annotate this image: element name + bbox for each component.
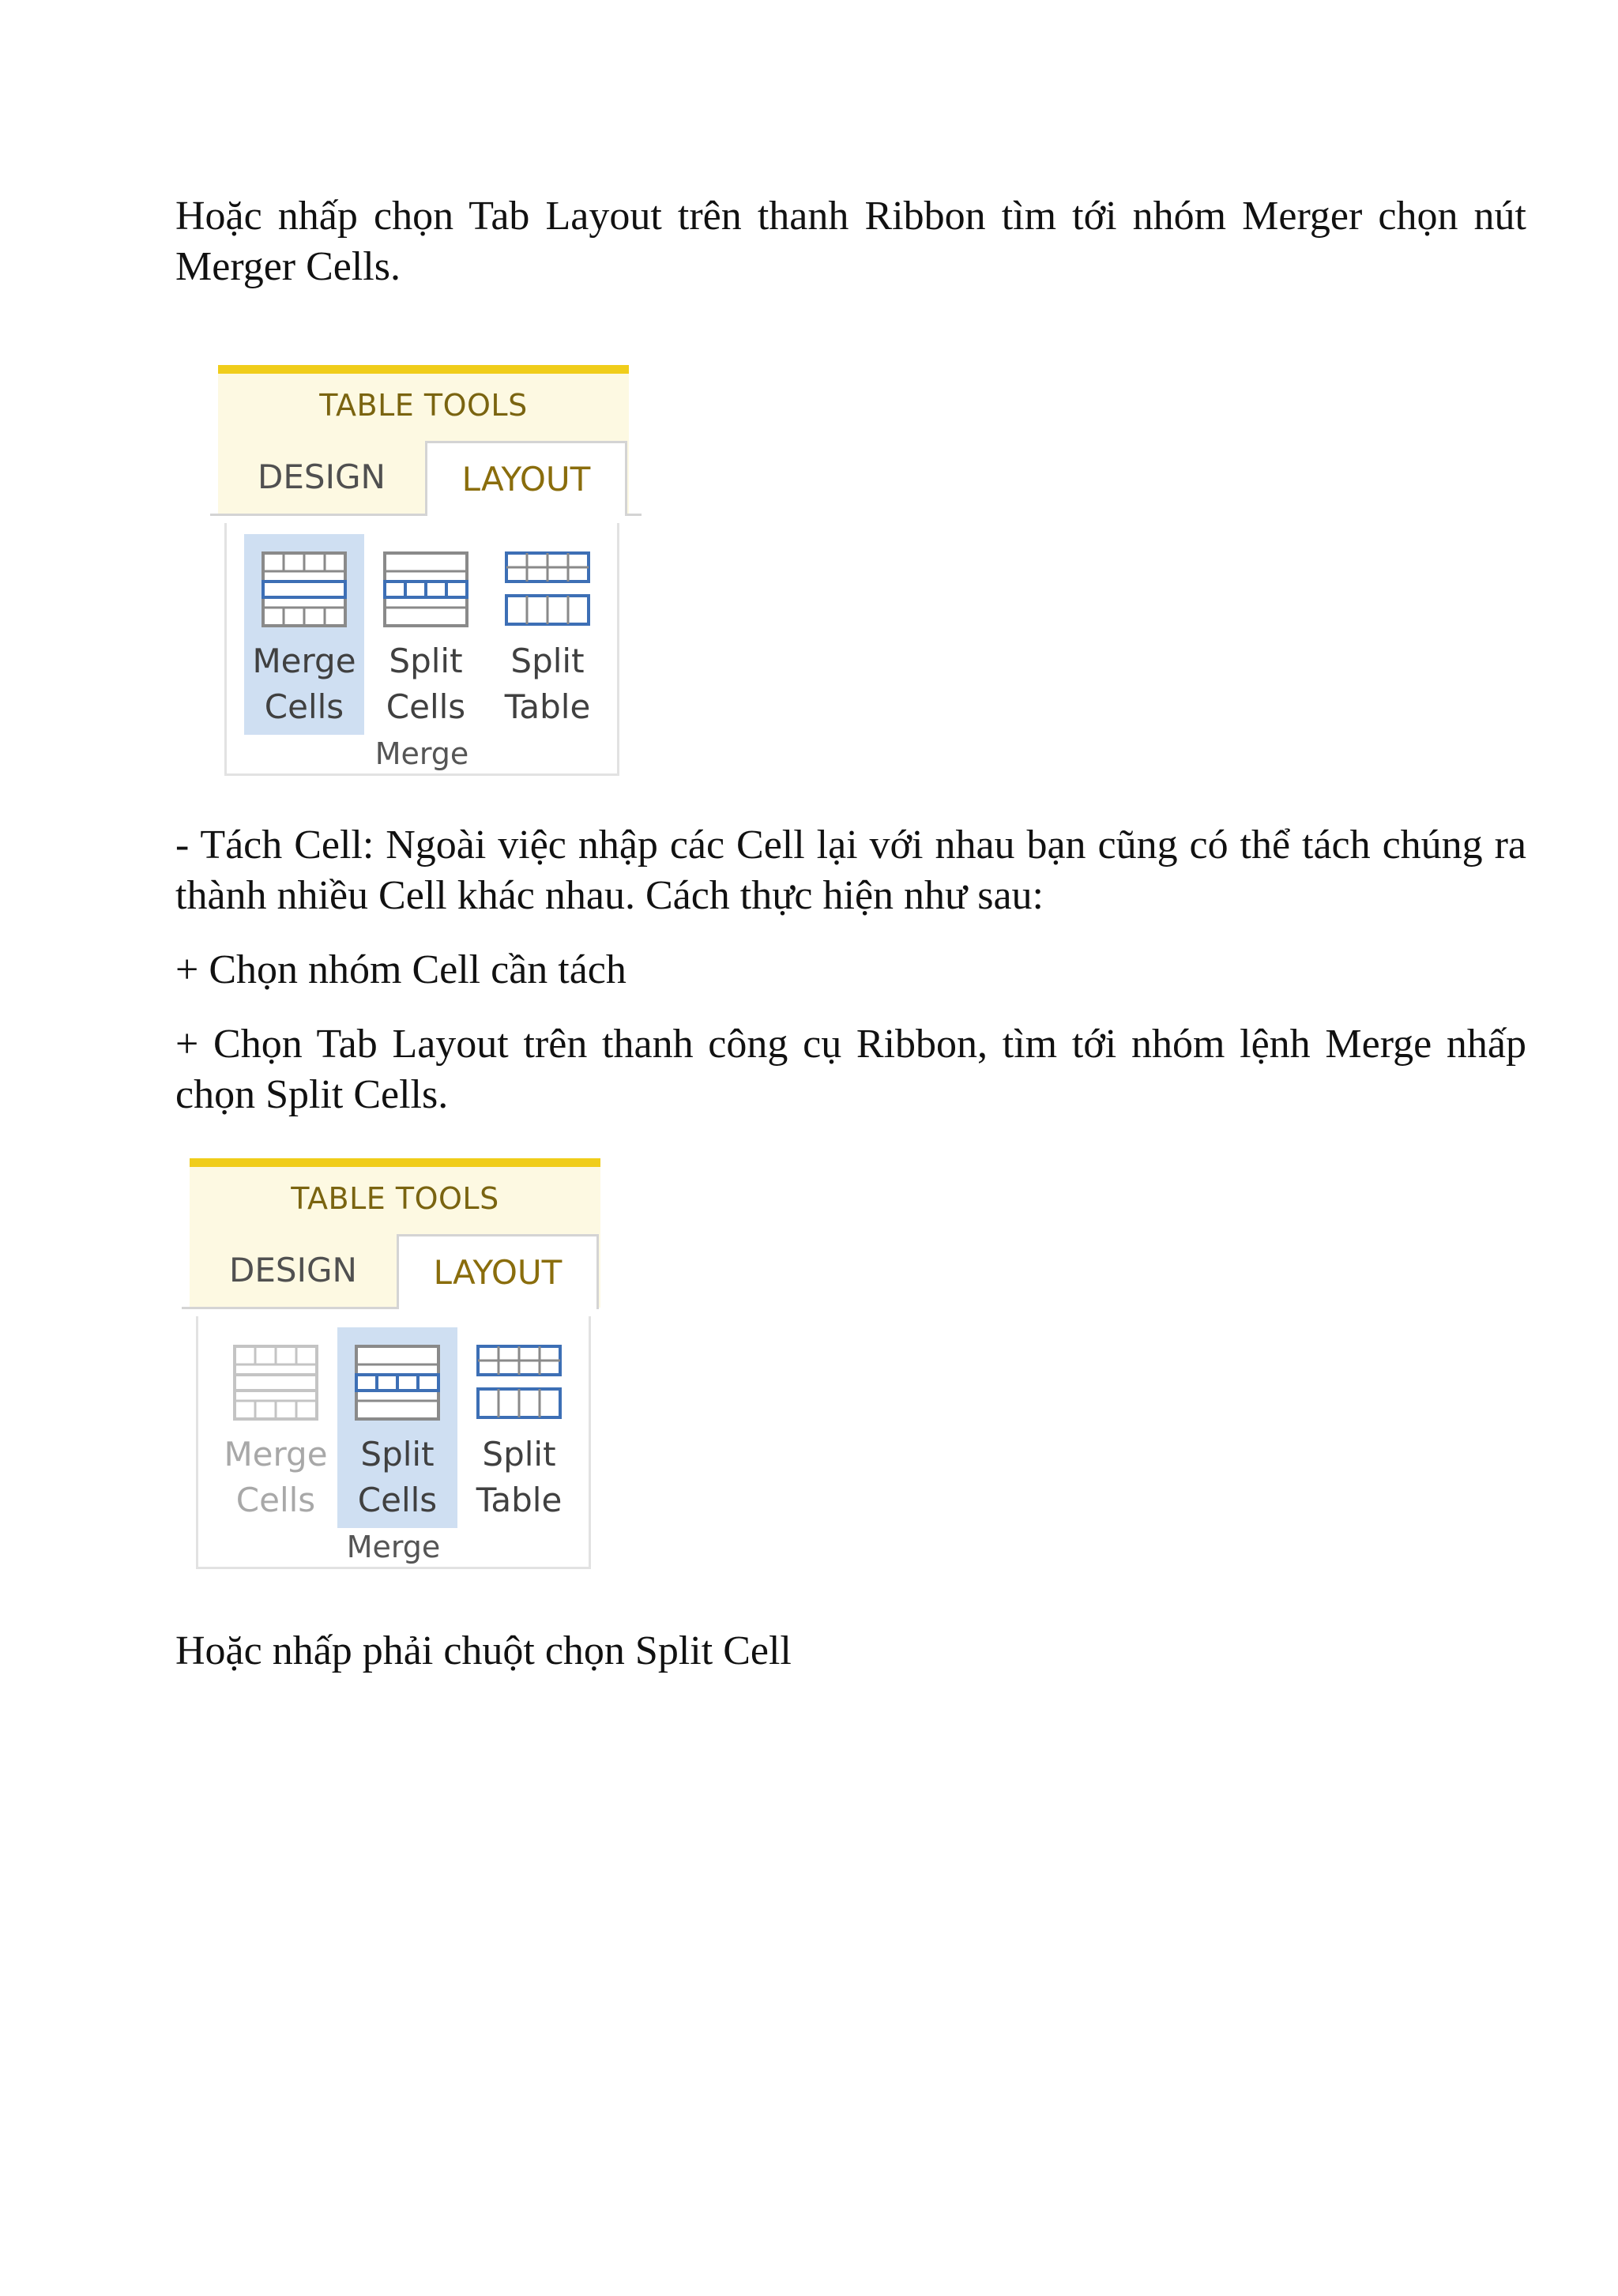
merge-group-label: Merge [374,736,469,771]
paragraph-1: Hoặc nhấp chọn Tab Layout trên thanh Ribbon tìm tới nhóm Merger chọn nút Merger Cells. [175,194,1526,289]
tab-layout[interactable]: LAYOUT [397,1234,599,1309]
paragraph-3: + Chọn nhóm Cell cần tách [175,947,627,992]
split-cells-icon [353,1343,442,1422]
split-table-button[interactable] [459,1327,579,1528]
tab-design[interactable]: DESIGN [258,457,386,496]
split-table-button[interactable] [487,534,608,735]
merge-group [196,1316,591,1569]
tab-divider [210,514,425,516]
merge-group [224,523,619,776]
split-table-label-line1: Split [482,1435,556,1474]
table-tools-label: TABLE TOOLS [291,1181,499,1216]
merge-cells-label-line2: Cells [235,1481,316,1519]
accent-bar [218,365,629,374]
split-cells-label-line1: Split [389,642,463,680]
tab-design[interactable]: DESIGN [229,1251,357,1289]
split-table-label-line2: Table [476,1481,563,1519]
tab-divider [182,1307,397,1309]
ribbon-screenshot-2 [182,1158,600,1569]
merge-cells-icon [231,1343,320,1422]
split-cells-button[interactable] [366,534,486,735]
split-table-icon [475,1343,563,1422]
split-table-icon [503,550,592,629]
table-tools-label: TABLE TOOLS [319,388,528,423]
ribbon-screenshot-1 [210,365,629,776]
split-cells-button[interactable] [337,1327,457,1528]
accent-bar [190,1158,600,1167]
split-cells-label-line1: Split [360,1435,435,1474]
paragraph-5: Hoặc nhấp phải chuột chọn Split Cell [175,1628,792,1673]
merge-cells-button[interactable] [216,1327,336,1528]
split-table-label-line2: Table [504,687,591,726]
paragraph-4: + Chọn Tab Layout trên thanh công cụ Ribbon, tìm tới nhóm lệnh Merge nhấp chọn Split Cells. [175,1022,1526,1117]
merge-group-label: Merge [346,1530,441,1564]
split-cells-icon [382,550,470,629]
merge-cells-icon [260,550,348,629]
merge-cells-label-line2: Cells [264,687,344,726]
merge-cells-label-line1: Merge [224,1435,328,1474]
merge-cells-button[interactable] [244,534,364,735]
merge-cells-label-line1: Merge [252,642,356,680]
split-table-label-line1: Split [510,642,585,680]
split-cells-label-line2: Cells [357,1481,438,1519]
paragraph-2: - Tách Cell: Ngoài việc nhập các Cell lại với nhau bạn cũng có thể tách chúng ra thành nhiều Cell khác nhau. Cách thực hiện như sau: [175,822,1526,918]
split-cells-label-line2: Cells [386,687,466,726]
tab-divider-right [627,514,642,516]
tab-layout[interactable]: LAYOUT [425,441,627,516]
